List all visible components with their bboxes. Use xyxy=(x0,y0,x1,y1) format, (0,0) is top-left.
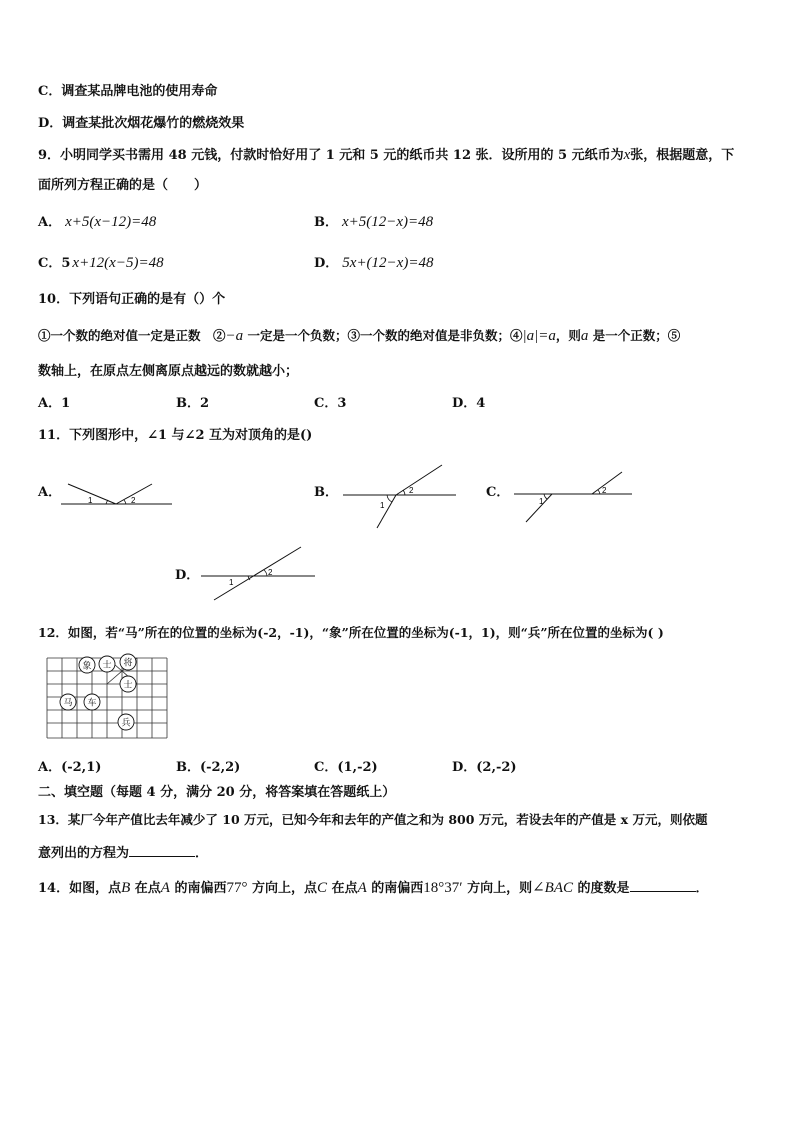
angle-2-label: 2 xyxy=(409,486,414,495)
q10-statements-line1: ①一个数的绝对值一定是正数 ②−a 一定是一个负数；③一个数的绝对值是非负数；④|a|=a，则a 是一个正数；⑤ xyxy=(38,328,681,344)
q9-stem-line1: 9．小明同学买书需用 48 元钱，付款时恰好用了 1 元和 5 元的纸币共 12 张．设所用的 5 元纸币为x张，根据题意，下 xyxy=(38,147,735,163)
q12-stem: 12．如图，若“马”所在的位置的坐标为(-2，-1)，“象”所在位置的坐标为(-1，1)，则“兵”所在位置的坐标为( ) xyxy=(38,625,664,640)
q8-option-c: C．调查某品牌电池的使用寿命 xyxy=(38,84,218,99)
piece-shi-center-label: 士 xyxy=(123,679,133,690)
q9-option-b: B． x+5(12−x)=48 xyxy=(314,214,434,230)
q11-figure-a xyxy=(58,470,178,510)
q11-figure-d xyxy=(198,544,320,604)
q9-option-c: C．5 x+12(x−5)=48 xyxy=(38,255,164,271)
piece-ma-label: 马 xyxy=(63,697,73,708)
piece-che-label: 车 xyxy=(87,697,97,708)
q12-chess-board xyxy=(40,650,175,745)
angle-2-label: 2 xyxy=(602,486,607,495)
q9-stem-line2: 面所列方程正确的是（ ） xyxy=(38,178,208,193)
q9-option-d: D． 5x+(12−x)=48 xyxy=(314,255,434,271)
q9-option-a: A． x+5(x−12)=48 xyxy=(38,214,157,230)
q10-statements-line2: 数轴上，在原点左侧离原点越远的数就越小； xyxy=(38,364,299,379)
q11-figure-c xyxy=(512,468,637,528)
q12-option-d: D．(2,-2) xyxy=(452,760,517,775)
q11-option-d-label: D． xyxy=(175,568,200,583)
angle-2-label: 2 xyxy=(268,568,273,577)
angle-1-label: 1 xyxy=(229,578,234,587)
piece-shi-top-label: 士 xyxy=(102,659,112,670)
q12-option-a: A．(-2,1) xyxy=(38,760,102,775)
angle-1-label: 1 xyxy=(88,496,93,505)
q12-option-b: B．(-2,2) xyxy=(176,760,241,775)
piece-xiang-label: 象 xyxy=(82,660,92,671)
piece-jiang-label: 将 xyxy=(123,657,133,668)
angle-1-label: 1 xyxy=(539,497,544,506)
q11-figure-b xyxy=(340,462,465,532)
q11-option-c-label: C． xyxy=(486,485,510,500)
piece-bing-label: 兵 xyxy=(121,717,131,728)
q10-option-c: C．3 xyxy=(314,396,347,411)
q13-stem-line1: 13．某厂今年产值比去年减少了 10 万元，已知今年和去年的产值之和为 800 万元，若设去年的产值是 x 万元，则依题 xyxy=(38,812,708,827)
q12-option-c: C．(1,-2) xyxy=(314,760,378,775)
q14-answer-blank xyxy=(630,879,696,892)
angle-2-label: 2 xyxy=(131,496,136,505)
q10-option-b: B．2 xyxy=(176,396,210,411)
q14-stem: 14．如图，点B 在点A 的南偏西77° 方向上，点C 在点A 的南偏西18°37′ 方向上，则∠BAC 的度数是 ． xyxy=(38,880,709,896)
q8-option-d: D．调查某批次烟花爆竹的燃烧效果 xyxy=(38,116,245,131)
section-heading-fill-in: 二、填空题（每题 4 分，满分 20 分，将答案填在答题纸上） xyxy=(38,785,396,800)
q10-option-d: D．4 xyxy=(452,396,486,411)
q10-option-a: A．1 xyxy=(38,396,71,411)
q10-stem: 10．下列语句正确的是有（）个 xyxy=(38,292,226,307)
q13-stem-line2: 意列出的方程为 ． xyxy=(38,846,209,861)
angle-1-label: 1 xyxy=(380,501,385,510)
q13-answer-blank xyxy=(129,844,195,857)
q11-stem: 11．下列图形中，∠1 与∠2 互为对顶角的是() xyxy=(38,428,313,443)
q11-option-b-label: B． xyxy=(314,485,338,500)
q11-option-a-label: A． xyxy=(38,485,62,500)
